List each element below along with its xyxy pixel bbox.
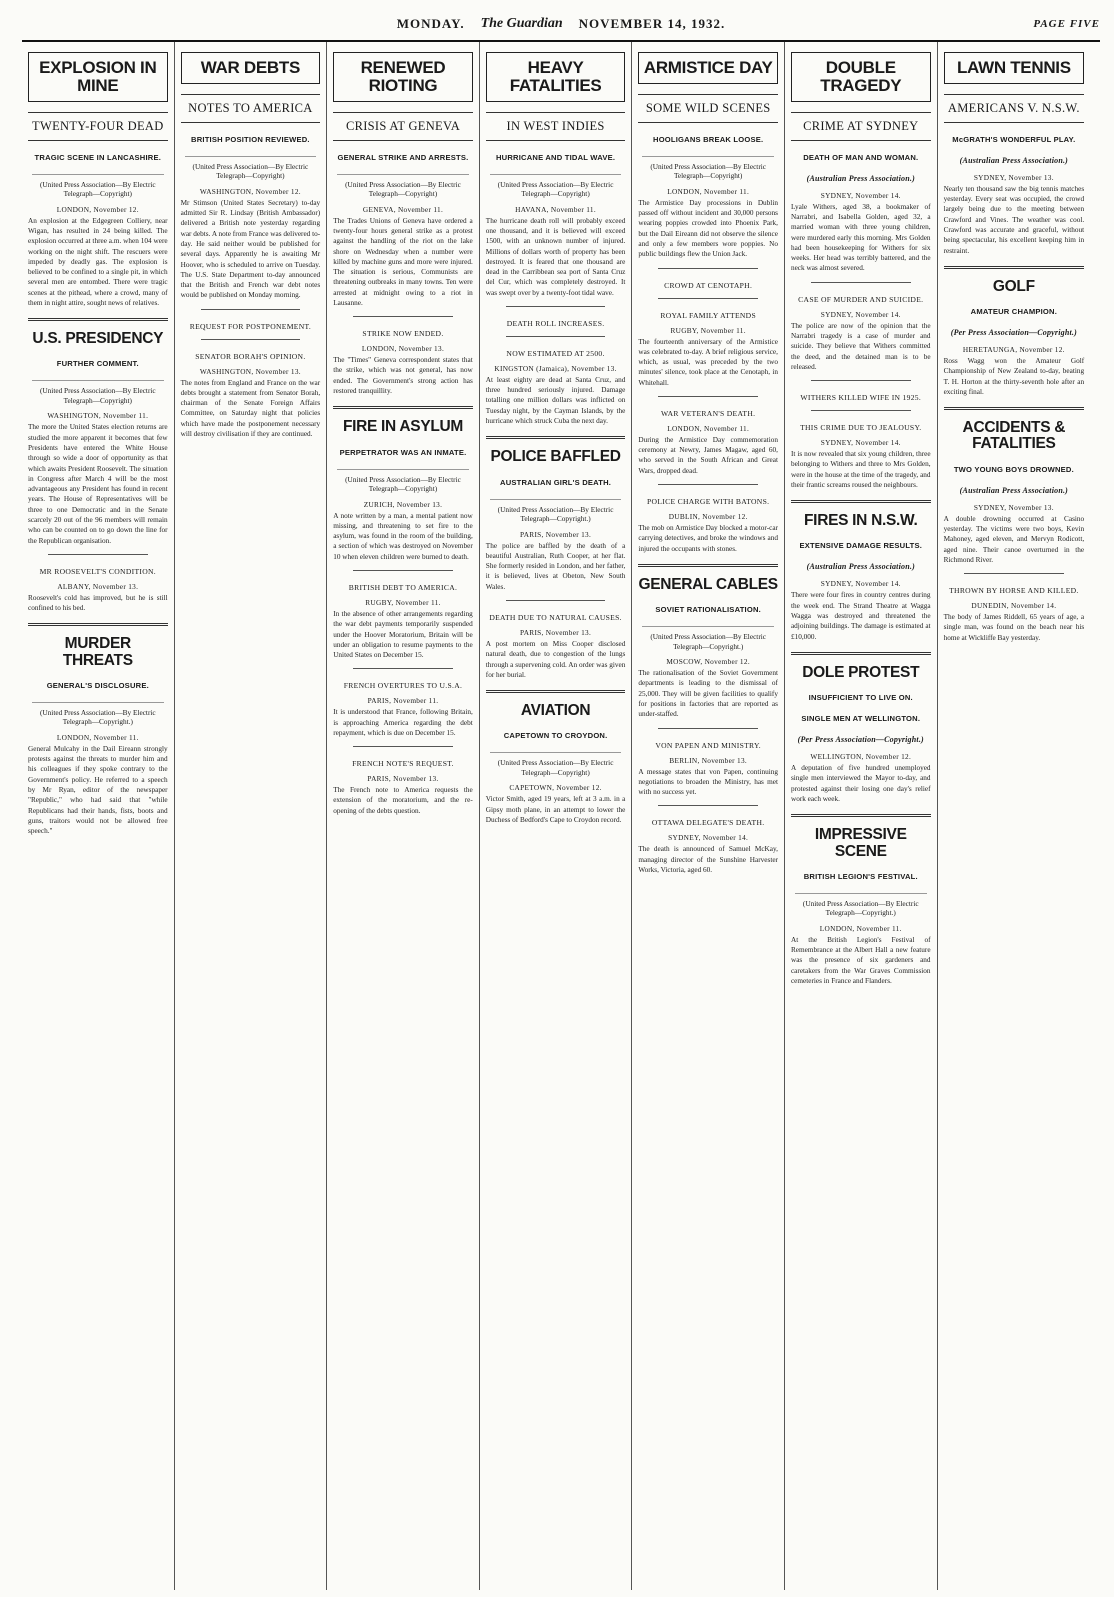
story-body: Mr Stimson (United States Secretary) to-day admitted Sir R. Lindsay (British Ambassador) delivered a British note yesterday regarding war debts. A note from France was delivered to-day. He said neither would be published for several days. Apparently he is awaiting Mr Hoover, who is scheduled to arrive on Tuesday. The U.S. State Department to-day announced that the British and French war debt notes would be published on Monday morning. bbox=[180, 198, 321, 300]
story-body: The Trades Unions of Geneva have ordered a twenty-four hours general strike as a protest against the handling of the riot on the lake shore on Wednesday when a number were killed by machine guns and more were injured. The situation is serious, Communists are threatening outbreaks in many towns. Ten were arrested at midnight owing to a riot in Lausanne. bbox=[333, 216, 473, 307]
column-6 bbox=[785, 42, 938, 1590]
paper-title: The Guardian bbox=[480, 16, 563, 31]
wire-credit: (United Press Association—By Electric Telegraph—Copyright) bbox=[32, 174, 164, 199]
minor-heading: WAR VETERAN'S DEATH. bbox=[661, 408, 756, 418]
headline: POLICE BAFFLED bbox=[490, 448, 621, 466]
dateline: PARIS, November 13. bbox=[520, 627, 592, 637]
story-body: A deputation of five hundred unemployed single men interviewed the Mayor to-day, and protested against their losing one day's relief work each week. bbox=[790, 764, 931, 803]
deck-headline: CRISIS AT GENEVA bbox=[333, 112, 473, 141]
dateline: ZURICH, November 13. bbox=[363, 499, 443, 509]
wire-credit: (Australian Press Association.) bbox=[959, 155, 1069, 165]
item-divider bbox=[353, 668, 453, 669]
deck-headline: CRIME AT SYDNEY bbox=[791, 112, 931, 141]
dateline: PARIS, November 13. bbox=[520, 529, 592, 539]
dateline: KINGSTON (Jamaica), November 13. bbox=[494, 363, 617, 373]
headline: FIRES IN N.S.W. bbox=[804, 512, 918, 530]
dateline: SYDNEY, November 14. bbox=[820, 309, 901, 319]
wire-credit: (Australian Press Association.) bbox=[806, 562, 915, 572]
headline: HEAVY FATALITIES bbox=[486, 52, 626, 102]
minor-heading: NOW ESTIMATED AT 2500. bbox=[506, 348, 605, 358]
story-divider bbox=[791, 652, 931, 655]
dateline: WASHINGTON, November 13. bbox=[199, 366, 301, 376]
dateline: LONDON, November 11. bbox=[667, 186, 750, 196]
wire-credit: (United Press Association—By Electric Telegraph—Copyright.) bbox=[795, 893, 927, 918]
wire-credit: (United Press Association—By Electric Telegraph—Copyright) bbox=[337, 174, 469, 199]
item-divider bbox=[201, 339, 301, 340]
story-body: The police are baffled by the death of a beautiful Australian, Ruth Cooper, at her flat. She formerly resided in London, and her father, it is believed, lives at Obeton, New South Wales. bbox=[485, 541, 626, 591]
subheading: CAPETOWN TO CROYDON. bbox=[503, 731, 608, 741]
headline: GOLF bbox=[992, 277, 1035, 295]
dateline: SYDNEY, November 13. bbox=[973, 172, 1054, 182]
subheading: McGRATH'S WONDERFUL PLAY. bbox=[952, 134, 1076, 144]
item-divider bbox=[658, 396, 758, 397]
item-divider bbox=[658, 728, 758, 729]
headline: GENERAL CABLES bbox=[638, 575, 778, 593]
subheading: GENERAL STRIKE AND ARRESTS. bbox=[337, 152, 469, 162]
story-divider bbox=[486, 436, 626, 439]
minor-heading: CASE OF MURDER AND SUICIDE. bbox=[798, 294, 924, 304]
subheading: AUSTRALIAN GIRL'S DEATH. bbox=[500, 477, 612, 487]
story-divider bbox=[791, 814, 931, 817]
headline: U.S. PRESIDENCY bbox=[32, 330, 164, 348]
dateline: SYDNEY, November 14. bbox=[820, 190, 901, 200]
minor-heading: FRENCH NOTE'S REQUEST. bbox=[352, 759, 454, 769]
dateline: PARIS, November 13. bbox=[367, 774, 439, 784]
minor-heading: SENATOR BORAH'S OPINION. bbox=[195, 351, 306, 361]
story-body: There were four fires in country centres during the week end. The Strand Theatre at Wagga Wagga was destroyed and threatened the adjoining buildings. The damage is estimated at £10,000. bbox=[790, 591, 931, 641]
story-divider bbox=[28, 623, 168, 626]
story-body: An explosion at the Edgegreen Colliery, near Wigan, has resulted in 24 being killed. The explosion occurred at three a.m. when 104 were working on the night shift. The rescuers were impeded by deadly gas. The explosion is believed to be confined to a single pit, in which several men are entombed. There were tragic scenes at the pithead, where a crowd, many of them in night attire, sought news of relatives. bbox=[28, 216, 168, 307]
column-2 bbox=[175, 42, 328, 1590]
wire-credit: (Per Press Association—Copyright.) bbox=[950, 328, 1077, 338]
item-divider bbox=[964, 573, 1065, 574]
wire-credit: (United Press Association—By Electric Telegraph—Copyright) bbox=[490, 752, 622, 777]
story-body: The notes from England and France on the war debts brought a statement from Senator Borah, chairman of the Senate Foreign Affairs Committee, on Saturday night that policies which have made the postponement necessary will destroy civilisation if they are continued. bbox=[180, 378, 321, 439]
wire-credit: (United Press Association—By Electric Telegraph—Copyright) bbox=[337, 469, 469, 494]
story-body: Lyale Withers, aged 38, a bookmaker of Narrabri, and Isabella Golden, aged 32, a married woman with three young children, were murdered early this morning. Mrs Golden had been housekeeping for Withers for six weeks. Her head was terribly battered, and the neck was almost severed. bbox=[790, 202, 931, 273]
item-divider bbox=[201, 309, 301, 310]
issue-day: MONDAY. bbox=[396, 16, 465, 31]
deck-headline: IN WEST INDIES bbox=[486, 112, 626, 141]
wire-credit: (United Press Association—By Electric Telegraph—Copyright.) bbox=[32, 702, 164, 727]
dateline: SYDNEY, November 14. bbox=[668, 833, 749, 843]
column-7 bbox=[938, 42, 1091, 1590]
item-divider bbox=[811, 380, 911, 381]
minor-heading: THROWN BY HORSE AND KILLED. bbox=[949, 586, 1079, 596]
dateline: WASHINGTON, November 12. bbox=[199, 186, 301, 196]
item-divider bbox=[658, 268, 758, 269]
wire-credit: (United Press Association—By Electric Telegraph—Copyright.) bbox=[490, 499, 622, 524]
story-divider bbox=[28, 318, 168, 321]
dateline: HERETAUNGA, November 12. bbox=[962, 345, 1065, 355]
wire-credit: (United Press Association—By Electric Telegraph—Copyright) bbox=[490, 174, 622, 199]
item-divider bbox=[658, 484, 758, 485]
story-body: The "Times" Geneva correspondent states that the strike, which was not general, has now ended. The Government's strong action has restored tranquillity. bbox=[333, 356, 473, 396]
dateline: WASHINGTON, November 11. bbox=[47, 411, 149, 421]
item-divider bbox=[658, 298, 758, 299]
dateline: SYDNEY, November 14. bbox=[820, 579, 901, 589]
issue-date: NOVEMBER 14, 1932. bbox=[578, 16, 726, 31]
headline: DOUBLE TRAGEDY bbox=[791, 52, 931, 102]
dateline: SYDNEY, November 13. bbox=[973, 502, 1054, 512]
minor-heading: CROWD AT CENOTAPH. bbox=[664, 280, 753, 290]
subheading: TWO YOUNG BOYS DROWNED. bbox=[953, 464, 1074, 474]
column-1 bbox=[22, 42, 175, 1590]
headline: DOLE PROTEST bbox=[802, 663, 920, 681]
story-divider bbox=[944, 407, 1085, 410]
wire-credit: (Australian Press Association.) bbox=[959, 485, 1069, 495]
subheading: FURTHER COMMENT. bbox=[56, 359, 139, 369]
story-body: The body of James Riddell, 65 years of age, a single man, was found on the beach near his home at Wickliffe Bay yesterday. bbox=[943, 613, 1085, 642]
story-body: The police are now of the opinion that the Narrabri tragedy is a case of murder and suicide. They believe that Withers committed the deed, and the detained man is to be released. bbox=[790, 321, 931, 371]
story-body: During the Armistice Day commemoration ceremony at Newry, James Magaw, aged 60, who served in the South African and Great Wars, dropped dead. bbox=[638, 435, 778, 475]
dateline: DUNEDIN, November 14. bbox=[971, 601, 1057, 611]
masthead bbox=[22, 14, 1100, 34]
subheading: PERPETRATOR WAS AN INMATE. bbox=[339, 447, 467, 457]
minor-heading: POLICE CHARGE WITH BATONS. bbox=[647, 497, 770, 507]
headline: IMPRESSIVE SCENE bbox=[814, 826, 907, 860]
wire-credit: (United Press Association—By Electric Telegraph—Copyright) bbox=[642, 156, 774, 181]
subheading: DEATH OF MAN AND WOMAN. bbox=[803, 152, 919, 162]
dateline: HAVANA, November 11. bbox=[515, 204, 596, 214]
story-body: The Armistice Day processions in Dublin passed off without incident and 30,000 persons wearing poppies crowded into Phoenix Park, but the Dail Eireann did not observe the silence and only a few members wore poppies. No public buildings flew the Union Jack. bbox=[638, 198, 778, 259]
minor-heading: STRIKE NOW ENDED. bbox=[362, 329, 444, 339]
minor-heading: WITHERS KILLED WIFE IN 1925. bbox=[800, 393, 922, 403]
story-body: The more the United States election returns are studied the more apparent it becomes that few Presidents have entered the White House through so wide a door of opportunity as that which awaits President Roosevelt. The situation in Congress after March 4 will be the most advantageous any President has found in recent years. The House of Representatives will be three to one Democratic and in the Senate scarcely 20 out of the 96 members will remain who can be counted on to go down the line for the Republican organisation. bbox=[28, 423, 168, 545]
subheading: SINGLE MEN AT WELLINGTON. bbox=[801, 714, 921, 724]
story-body: It is now revealed that six young children, three belonging to Withers and three to Mrs Golden, were in the house at the time of the tragedy, and their frantic screams roused the neighbours. bbox=[790, 450, 931, 489]
story-divider bbox=[791, 500, 931, 503]
story-body: A note written by a man, a mental patient now missing, and threatening to set fire to the asylum, was found in the room of the building, a section of which was destroyed on November 10 when eleven children were burned to death. bbox=[333, 511, 473, 561]
subheading: SOVIET RATIONALISATION. bbox=[655, 605, 761, 615]
story-body: Ross Wagg won the Amateur Golf Championship of New Zealand to-day, beating T. H. Horton at the thirty-seventh hole after an exciting final. bbox=[943, 357, 1085, 396]
headline: FIRE IN ASYLUM bbox=[342, 418, 464, 436]
item-divider bbox=[658, 805, 758, 806]
story-body: General Mulcahy in the Dail Eireann strongly protests against the threats to murder him and his colleagues if they spoke contrary to the Government's policy. He referred to a speech by Mr Ryan, editor of the newspaper "Republic," who had said that "while Republicans had their hands, fists, boots and guns, traitors would not be allowed free speech." bbox=[28, 744, 168, 836]
wire-credit: (United Press Association—By Electric Telegraph—Copyright.) bbox=[642, 626, 774, 651]
dateline: RUGBY, November 11. bbox=[670, 325, 746, 335]
columns bbox=[22, 42, 1100, 1590]
subheading: BRITISH POSITION REVIEWED. bbox=[191, 134, 310, 144]
dateline: LONDON, November 11. bbox=[819, 923, 902, 933]
dateline: SYDNEY, November 14. bbox=[820, 438, 901, 448]
subheading: GENERAL'S DISCLOSURE. bbox=[46, 680, 149, 690]
story-body: A double drowning occurred at Casino yesterday. The victims were two boys, Kevin Mahoney, aged eleven, and Mervyn Rodicott, aged nine. Their canoe overturned in the Richmond River. bbox=[943, 514, 1085, 564]
item-divider bbox=[353, 570, 453, 571]
headline: MURDER THREATS bbox=[62, 635, 133, 669]
headline: LAWN TENNIS bbox=[944, 52, 1085, 84]
minor-heading: MR ROOSEVELT'S CONDITION. bbox=[39, 566, 156, 576]
dateline: ALBANY, November 13. bbox=[57, 581, 139, 591]
dateline: RUGBY, November 11. bbox=[365, 597, 441, 607]
subheading: TRAGIC SCENE IN LANCASHIRE. bbox=[34, 152, 162, 162]
story-body: Roosevelt's cold has improved, but he is still confined to his bed. bbox=[28, 593, 168, 613]
story-body: At the British Legion's Festival of Remembrance at the Albert Hall a new feature was the presence of six gardeners and caretakers from the War Graves Commission cemeteries in France and Flanders. bbox=[790, 935, 931, 985]
wire-credit: (United Press Association—By Electric Telegraph—Copyright) bbox=[185, 156, 317, 181]
column-3 bbox=[327, 42, 480, 1590]
story-divider bbox=[486, 690, 626, 693]
item-divider bbox=[811, 410, 911, 411]
minor-heading: ROYAL FAMILY ATTENDS bbox=[660, 310, 756, 320]
story-body: Victor Smith, aged 19 years, left at 3 a.m. in a Gipsy moth plane, in an attempt to lower the Duchess of Bedford's Cape to Croydon record. bbox=[485, 795, 626, 824]
subheading: AMATEUR CHAMPION. bbox=[970, 307, 1058, 317]
item-divider bbox=[506, 336, 606, 337]
item-divider bbox=[811, 282, 911, 283]
story-body: It is understood that France, following Britain, is approaching America regarding the debt repayment, which is due on December 15. bbox=[333, 708, 473, 737]
subheading: BRITISH LEGION'S FESTIVAL. bbox=[803, 871, 918, 881]
minor-heading: FRENCH OVERTURES TO U.S.A. bbox=[343, 681, 463, 691]
subheading: INSUFFICIENT TO LIVE ON. bbox=[808, 693, 913, 703]
story-body: The hurricane death roll will probably exceed one thousand, and it is believed will exceed 1500, with an unknown number of injured. Millions of dollars worth of property has been destroyed. It is feared that one thousand are dead in the Carribbean sea port of Santa Cruz del Cur, which was completely destroyed. It was swept over by a twenty-foot tidal wave. bbox=[485, 216, 626, 297]
headline: WAR DEBTS bbox=[181, 52, 321, 84]
story-body: A post mortem on Miss Cooper disclosed natural death, due to congestion of the lungs through a supervening cold. An order was given for her burial. bbox=[485, 639, 626, 679]
wire-credit: (Per Press Association—Copyright.) bbox=[797, 735, 924, 745]
story-body: In the absence of other arrangements regarding the war debt payments temporarily suspended under the Hoover Moratorium, Britain will be under an obligation to resume payments to the United States on December 15. bbox=[333, 609, 473, 660]
story-body: The mob on Armistice Day blocked a motor-car carrying detectives, and broke the windows and injured the occupants with stones. bbox=[638, 524, 778, 553]
minor-heading: BRITISH DEBT TO AMERICA. bbox=[348, 582, 458, 592]
minor-heading: DEATH ROLL INCREASES. bbox=[506, 318, 605, 328]
column-5 bbox=[632, 42, 785, 1590]
story-body: At least eighty are dead at Santa Cruz, and three hundred seriously injured. Damage totalling one million dollars was inflicted on Tuesday night, by the Cayman Islands, by the hurricane which struck Cuba the next day. bbox=[485, 375, 626, 426]
minor-heading: VON PAPEN AND MINISTRY. bbox=[655, 740, 761, 750]
minor-heading: THIS CRIME DUE TO JEALOUSY. bbox=[800, 423, 922, 433]
minor-heading: OTTAWA DELEGATE'S DEATH. bbox=[651, 818, 765, 828]
headline: AVIATION bbox=[520, 702, 591, 720]
minor-heading: REQUEST FOR POSTPONEMENT. bbox=[189, 321, 312, 331]
story-divider bbox=[638, 564, 778, 567]
story-body: The French note to America requests the extension of the moratorium, and the re-opening of the debts question. bbox=[333, 786, 473, 815]
item-divider bbox=[506, 600, 606, 601]
dateline: CAPETOWN, November 12. bbox=[509, 783, 602, 793]
story-body: A message states that von Papen, continuing negotiations to broaden the Ministry, has met with no success yet. bbox=[638, 767, 778, 797]
deck-headline: TWENTY-FOUR DEAD bbox=[28, 112, 168, 141]
headline: ACCIDENTS & FATALITIES bbox=[962, 419, 1066, 453]
dateline: LONDON, November 13. bbox=[361, 344, 445, 354]
page-number: PAGE FIVE bbox=[1033, 18, 1100, 30]
story-divider bbox=[333, 406, 473, 409]
headline: EXPLOSION IN MINE bbox=[28, 52, 168, 102]
deck-headline: NOTES TO AMERICA bbox=[181, 94, 321, 123]
subheading: HURRICANE AND TIDAL WAVE. bbox=[495, 152, 616, 162]
dateline: BERLIN, November 13. bbox=[669, 755, 748, 765]
column-4 bbox=[480, 42, 633, 1590]
dateline: LONDON, November 11. bbox=[667, 423, 750, 433]
minor-heading: DEATH DUE TO NATURAL CAUSES. bbox=[489, 612, 622, 622]
dateline: DUBLIN, November 12. bbox=[668, 512, 748, 522]
story-body: The death is announced of Samuel McKay, managing director of the Sunshine Harvester Works, Victoria, aged 60. bbox=[638, 845, 778, 874]
dateline: LONDON, November 12. bbox=[56, 204, 139, 214]
item-divider bbox=[48, 554, 148, 555]
story-divider bbox=[944, 266, 1085, 269]
item-divider bbox=[353, 746, 453, 747]
dateline: GENEVA, November 11. bbox=[362, 204, 444, 214]
item-divider bbox=[506, 306, 606, 307]
wire-credit: (United Press Association—By Electric Telegraph—Copyright) bbox=[32, 380, 164, 405]
masthead-center bbox=[397, 16, 725, 32]
dateline: MOSCOW, November 12. bbox=[666, 657, 750, 667]
subheading: HOOLIGANS BREAK LOOSE. bbox=[653, 134, 764, 144]
headline: RENEWED RIOTING bbox=[333, 52, 473, 102]
deck-headline: AMERICANS V. N.S.W. bbox=[944, 94, 1085, 123]
deck-headline: SOME WILD SCENES bbox=[638, 94, 778, 123]
subheading: EXTENSIVE DAMAGE RESULTS. bbox=[799, 541, 923, 551]
item-divider bbox=[353, 316, 453, 317]
dateline: PARIS, November 11. bbox=[367, 696, 439, 706]
story-body: The fourteenth anniversary of the Armistice was celebrated to-day. A brief religious service, which, as usual, was preceded by the two minutes' silence, took place at the Cenotaph, in Whitehall. bbox=[638, 337, 778, 387]
headline: ARMISTICE DAY bbox=[638, 52, 778, 84]
story-body: Nearly ten thousand saw the big tennis matches yesterday. Every seat was occupied, the crowd largely being due to the meeting between Crawford and Vines. The weather was cool. Crawford was accurate and graceful, without being spectacular, his excellent keeping him in restraint. bbox=[943, 184, 1085, 255]
dateline: LONDON, November 11. bbox=[56, 732, 139, 742]
story-body: The rationalisation of the Soviet Government departments is leading to the dismissal of 25,000. They will be given facilities to qualify for positions in factories that are reported as under-staffed. bbox=[638, 669, 778, 719]
dateline: WELLINGTON, November 12. bbox=[810, 752, 912, 762]
wire-credit: (Australian Press Association.) bbox=[806, 173, 915, 183]
